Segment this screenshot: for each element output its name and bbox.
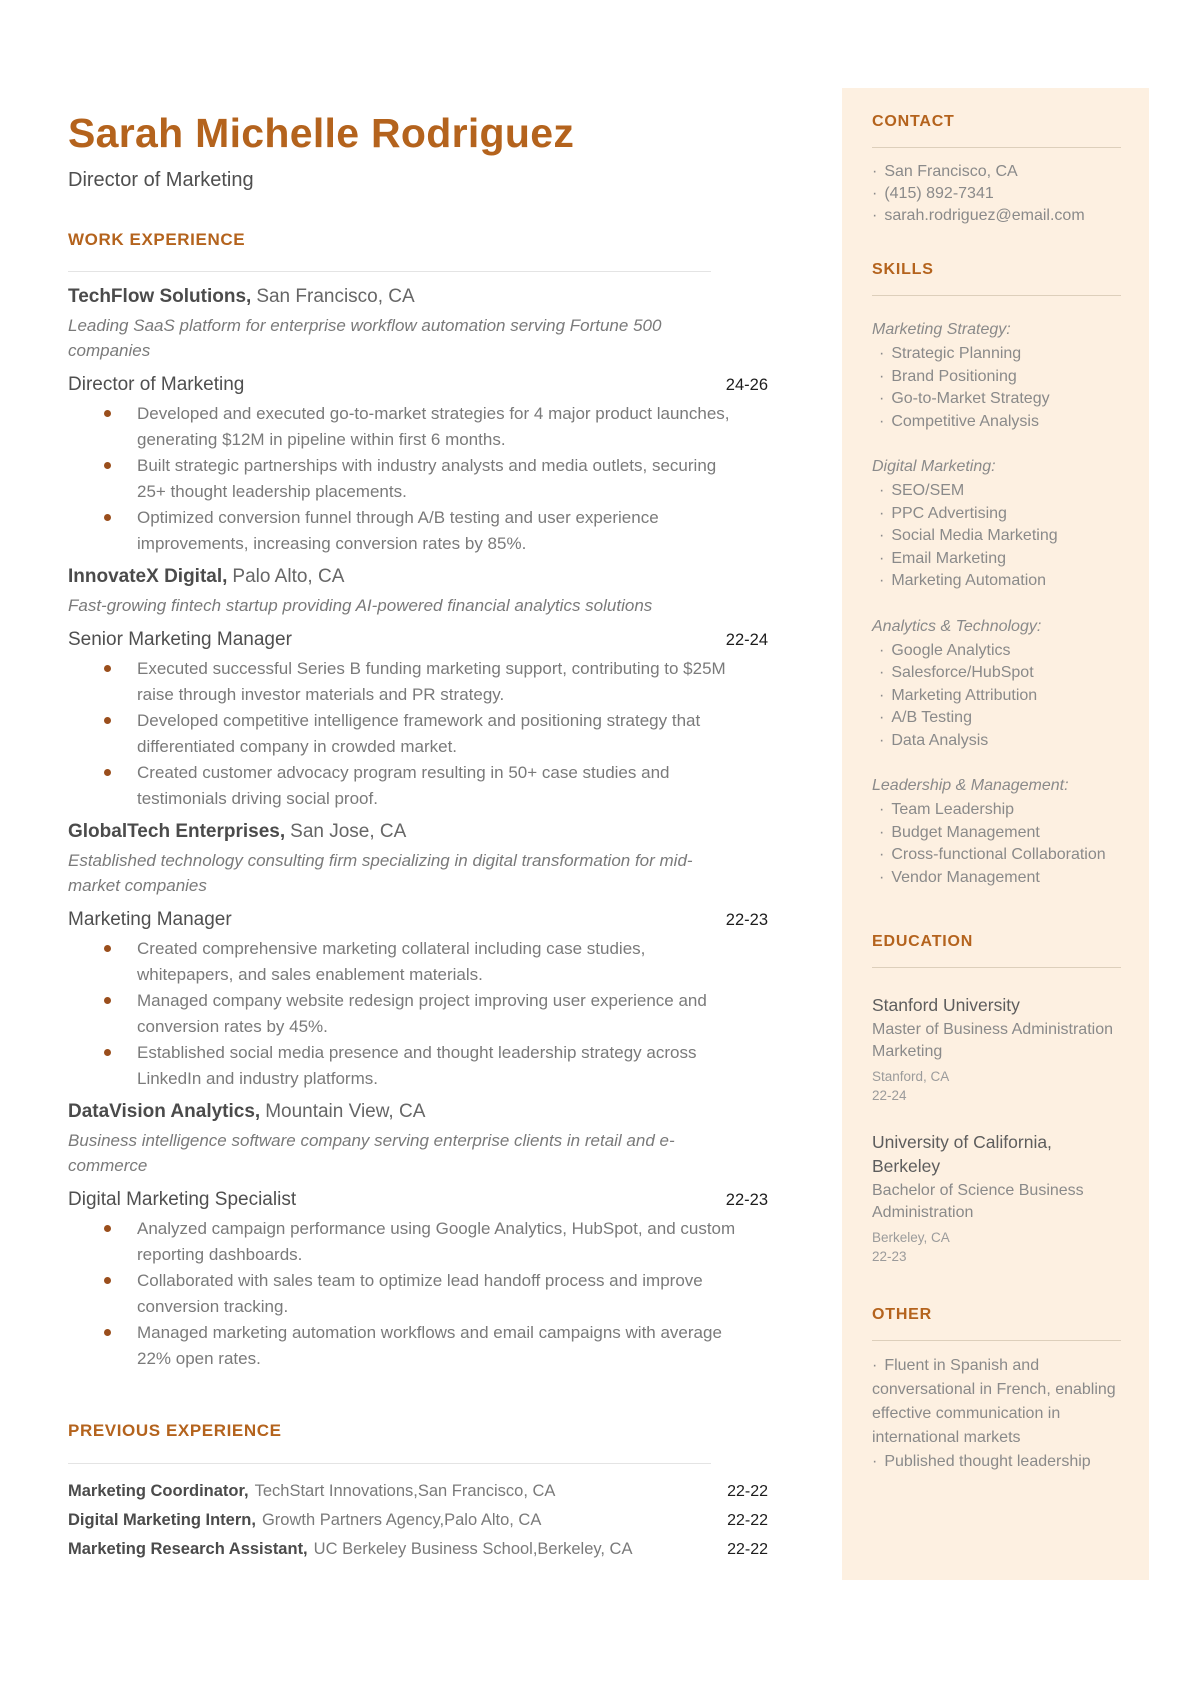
skill-item: · Salesforce/HubSpot xyxy=(879,664,1034,681)
company-location: Mountain View, CA xyxy=(265,1101,426,1122)
sidebar-divider xyxy=(872,295,1121,296)
bullet-text: Created customer advocacy program resulting in 50+ case studies and testimonials driving social proof. xyxy=(137,763,670,808)
dot-icon: · xyxy=(879,367,885,385)
bullet-item xyxy=(104,760,744,811)
prev-role-row xyxy=(68,1477,768,1506)
skill-item: · Go-to-Market Strategy xyxy=(879,390,1050,407)
skill-item: · Marketing Attribution xyxy=(879,686,1038,704)
school-location: Stanford, CA xyxy=(872,1069,950,1084)
prev-role-title: Digital Marketing Intern, xyxy=(68,1511,256,1529)
bullet-text: Created comprehensive marketing collateral including case studies, whitepapers, and sales enablement materials. xyxy=(137,939,646,984)
sidebar xyxy=(842,88,1149,1580)
role-row xyxy=(68,374,768,396)
bullet-text: Managed marketing automation workflows and email campaigns with average 22% open rates. xyxy=(137,1323,722,1368)
dot-icon: · xyxy=(879,412,885,430)
dot-icon: · xyxy=(879,823,885,841)
skill-group xyxy=(872,319,1121,433)
education-school xyxy=(872,993,1121,1105)
bullet-text: Managed company website redesign project improving user experience and conversion rates by 45%. xyxy=(137,991,707,1036)
company-line xyxy=(68,820,768,844)
bullet-item xyxy=(104,453,744,504)
company-description: Business intelligence software company serving enterprise clients in retail and e-commerce xyxy=(68,1131,675,1175)
section-divider xyxy=(68,271,711,272)
dot-icon: · xyxy=(872,1453,878,1470)
other-item: · Fluent in Spanish and conversational in French, enabling effective communication in international markets xyxy=(872,1357,1116,1446)
company-location: Palo Alto, CA xyxy=(232,566,345,587)
company-line xyxy=(68,285,768,309)
skill-group-label: Digital Marketing: xyxy=(872,458,996,475)
dot-icon: · xyxy=(879,390,885,407)
contact-section xyxy=(872,113,1121,227)
prev-role-detail: UC Berkeley Business School,Berkeley, CA xyxy=(313,1540,633,1558)
bullet-text: Optimized conversion funnel through A/B testing and user experience improvements, increasing conversion rates by 85%. xyxy=(137,508,659,553)
role-dates: 22-24 xyxy=(725,631,768,649)
skill-item: · Competitive Analysis xyxy=(879,412,1039,430)
skills-section xyxy=(872,261,1121,889)
dot-icon: · xyxy=(879,641,885,659)
bullet-item xyxy=(104,1268,744,1319)
company-block-datavision xyxy=(68,1100,768,1371)
main-column xyxy=(68,0,768,1564)
skill-item: · Data Analysis xyxy=(879,731,989,749)
skill-group-label: Leadership & Management: xyxy=(872,777,1069,794)
company-block-innovatex xyxy=(68,565,768,811)
skill-item: · A/B Testing xyxy=(879,709,972,726)
skill-item: · Strategic Planning xyxy=(879,345,1022,362)
bullet-dot-icon xyxy=(104,665,111,672)
bullet-item xyxy=(104,1216,744,1267)
dot-icon: · xyxy=(879,846,885,863)
dot-icon: · xyxy=(879,731,885,749)
dot-icon: · xyxy=(872,1357,878,1374)
skills-heading: SKILLS xyxy=(872,261,934,278)
skill-item: · Budget Management xyxy=(879,823,1040,841)
prev-role-text xyxy=(68,1535,632,1563)
bullet-text: Built strategic partnerships with industry analysts and media outlets, securing 25+ thought leadership placements. xyxy=(137,456,717,501)
company-location: San Jose, CA xyxy=(290,821,407,842)
dot-icon: · xyxy=(879,527,885,544)
dot-icon: · xyxy=(879,572,885,589)
education-section xyxy=(872,933,1121,1266)
bullet-item xyxy=(104,1040,744,1091)
company-description: Leading SaaS platform for enterprise workflow automation serving Fortune 500 companies xyxy=(68,316,662,360)
school-degree: Bachelor of Science Business Administration xyxy=(872,1182,1084,1221)
company-block-techflow xyxy=(68,285,768,556)
previous-experience-rows xyxy=(68,1477,768,1564)
dot-icon: · xyxy=(879,504,885,522)
bullet-dot-icon xyxy=(104,717,111,724)
role-dates: 22-23 xyxy=(725,911,768,929)
dot-icon: · xyxy=(872,163,878,180)
bullet-text: Developed competitive intelligence framework and positioning strategy that differentiated company in crowded market. xyxy=(137,711,701,756)
contact-item-location: · San Francisco, CA xyxy=(872,163,1018,180)
bullet-text: Collaborated with sales team to optimize lead handoff process and improve conversion tracking. xyxy=(137,1271,703,1316)
work-experience-heading: WORK EXPERIENCE xyxy=(68,230,246,249)
role-bullets xyxy=(68,1216,768,1371)
role-dates: 24-26 xyxy=(725,376,768,394)
role-title: Marketing Manager xyxy=(68,909,232,930)
skill-group xyxy=(872,775,1121,889)
bullet-item xyxy=(104,505,744,556)
prev-role-title: Marketing Research Assistant, xyxy=(68,1540,308,1558)
skill-group xyxy=(872,456,1121,593)
prev-role-text xyxy=(68,1506,541,1534)
dot-icon: · xyxy=(879,686,885,704)
contact-item-email: · sarah.rodriguez@email.com xyxy=(872,207,1085,224)
role-bullets xyxy=(68,401,768,556)
skill-item: · Brand Positioning xyxy=(879,367,1017,385)
bullet-dot-icon xyxy=(104,769,111,776)
prev-role-detail: Growth Partners Agency,Palo Alto, CA xyxy=(261,1511,542,1529)
section-divider xyxy=(68,1463,711,1464)
skill-item: · Google Analytics xyxy=(879,641,1011,659)
skill-item: · Cross-functional Collaboration xyxy=(879,846,1106,863)
prev-role-row xyxy=(68,1535,768,1564)
bullet-item xyxy=(104,988,744,1039)
skill-item: · SEO/SEM xyxy=(879,482,965,499)
bullet-dot-icon xyxy=(104,462,111,469)
dot-icon: · xyxy=(872,185,878,202)
role-title: Digital Marketing Specialist xyxy=(68,1189,297,1210)
role-row xyxy=(68,629,768,651)
prev-role-detail: TechStart Innovations,San Francisco, CA xyxy=(254,1482,556,1500)
bullet-dot-icon xyxy=(104,945,111,952)
school-location: Berkeley, CA xyxy=(872,1230,950,1245)
company-line xyxy=(68,565,768,589)
bullet-item xyxy=(104,1320,744,1371)
bullet-item xyxy=(104,656,744,707)
school-dates: 22-24 xyxy=(872,1088,907,1103)
sidebar-divider xyxy=(872,1340,1121,1341)
bullet-dot-icon xyxy=(104,1225,111,1232)
contact-item-phone: · (415) 892-7341 xyxy=(872,185,994,202)
bullet-item xyxy=(104,708,744,759)
company-name: GlobalTech Enterprises, xyxy=(68,821,286,842)
school-degree: Master of Business Administration Marketing xyxy=(872,1021,1113,1060)
prev-role-title: Marketing Coordinator, xyxy=(68,1482,249,1500)
skill-item: · Social Media Marketing xyxy=(879,527,1058,544)
role-row xyxy=(68,909,768,931)
prev-role-dates: 22-22 xyxy=(727,1483,768,1500)
skill-item: · Team Leadership xyxy=(879,801,1015,818)
skill-item: · PPC Advertising xyxy=(879,504,1007,522)
bullet-item xyxy=(104,936,744,987)
other-section xyxy=(872,1306,1121,1474)
company-name: InnovateX Digital, xyxy=(68,566,228,587)
previous-experience-heading: PREVIOUS EXPERIENCE xyxy=(68,1421,282,1440)
role-bullets xyxy=(68,936,768,1091)
sidebar-divider xyxy=(872,967,1121,968)
other-item: · Published thought leadership xyxy=(872,1453,1091,1470)
prev-role-dates: 22-22 xyxy=(727,1541,768,1558)
role-bullets xyxy=(68,656,768,811)
skill-item: · Marketing Automation xyxy=(879,572,1047,589)
contact-heading: CONTACT xyxy=(872,113,955,130)
dot-icon: · xyxy=(879,549,885,567)
dot-icon: · xyxy=(879,801,885,818)
bullet-dot-icon xyxy=(104,1277,111,1284)
other-heading: OTHER xyxy=(872,1306,932,1323)
bullet-text: Established social media presence and thought leadership strategy across LinkedIn and industry platforms. xyxy=(137,1043,697,1088)
skill-item: · Email Marketing xyxy=(879,549,1007,567)
school-name: Stanford University xyxy=(872,995,1020,1015)
skill-group xyxy=(872,616,1121,753)
dot-icon: · xyxy=(879,868,885,886)
school-dates: 22-23 xyxy=(872,1249,907,1264)
bullet-item xyxy=(104,401,744,452)
education-school xyxy=(872,1130,1121,1266)
bullet-dot-icon xyxy=(104,1329,111,1336)
dot-icon: · xyxy=(879,345,885,362)
prev-role-row xyxy=(68,1506,768,1535)
bullet-dot-icon xyxy=(104,997,111,1004)
skill-group-label: Marketing Strategy: xyxy=(872,321,1011,338)
school-name: University of California, Berkeley xyxy=(872,1132,1052,1176)
company-block-globaltech xyxy=(68,820,768,1091)
company-location: San Francisco, CA xyxy=(256,286,415,307)
dot-icon: · xyxy=(879,482,885,499)
role-dates: 22-23 xyxy=(725,1191,768,1209)
role-row xyxy=(68,1189,768,1211)
company-description: Fast-growing fintech startup providing AI-powered financial analytics solutions xyxy=(68,596,653,615)
bullet-text: Analyzed campaign performance using Google Analytics, HubSpot, and custom reporting dashboards. xyxy=(137,1219,736,1264)
skill-group-label: Analytics & Technology: xyxy=(872,617,1042,635)
bullet-text: Developed and executed go-to-market strategies for 4 major product launches, generating $12M in pipeline within first 6 months. xyxy=(137,404,730,449)
prev-role-text xyxy=(68,1477,555,1505)
skill-item: · Vendor Management xyxy=(879,868,1040,886)
person-name: Sarah Michelle Rodriguez xyxy=(68,110,575,156)
bullet-dot-icon xyxy=(104,410,111,417)
dot-icon: · xyxy=(872,207,878,224)
education-heading: EDUCATION xyxy=(872,933,974,950)
company-name: DataVision Analytics, xyxy=(68,1101,261,1122)
company-name: TechFlow Solutions, xyxy=(68,286,252,307)
bullet-text: Executed successful Series B funding marketing support, contributing to $25M raise through investor materials and PR strategy. xyxy=(137,659,726,704)
bullet-dot-icon xyxy=(104,514,111,521)
dot-icon: · xyxy=(879,709,885,726)
company-description: Established technology consulting firm specializing in digital transformation for mid-market companies xyxy=(68,851,693,895)
dot-icon: · xyxy=(879,664,885,681)
role-title: Senior Marketing Manager xyxy=(68,629,292,650)
company-line xyxy=(68,1100,768,1124)
sidebar-divider xyxy=(872,147,1121,148)
prev-role-dates: 22-22 xyxy=(727,1512,768,1529)
person-job-title: Director of Marketing xyxy=(68,169,254,191)
role-title: Director of Marketing xyxy=(68,374,245,395)
bullet-dot-icon xyxy=(104,1049,111,1056)
